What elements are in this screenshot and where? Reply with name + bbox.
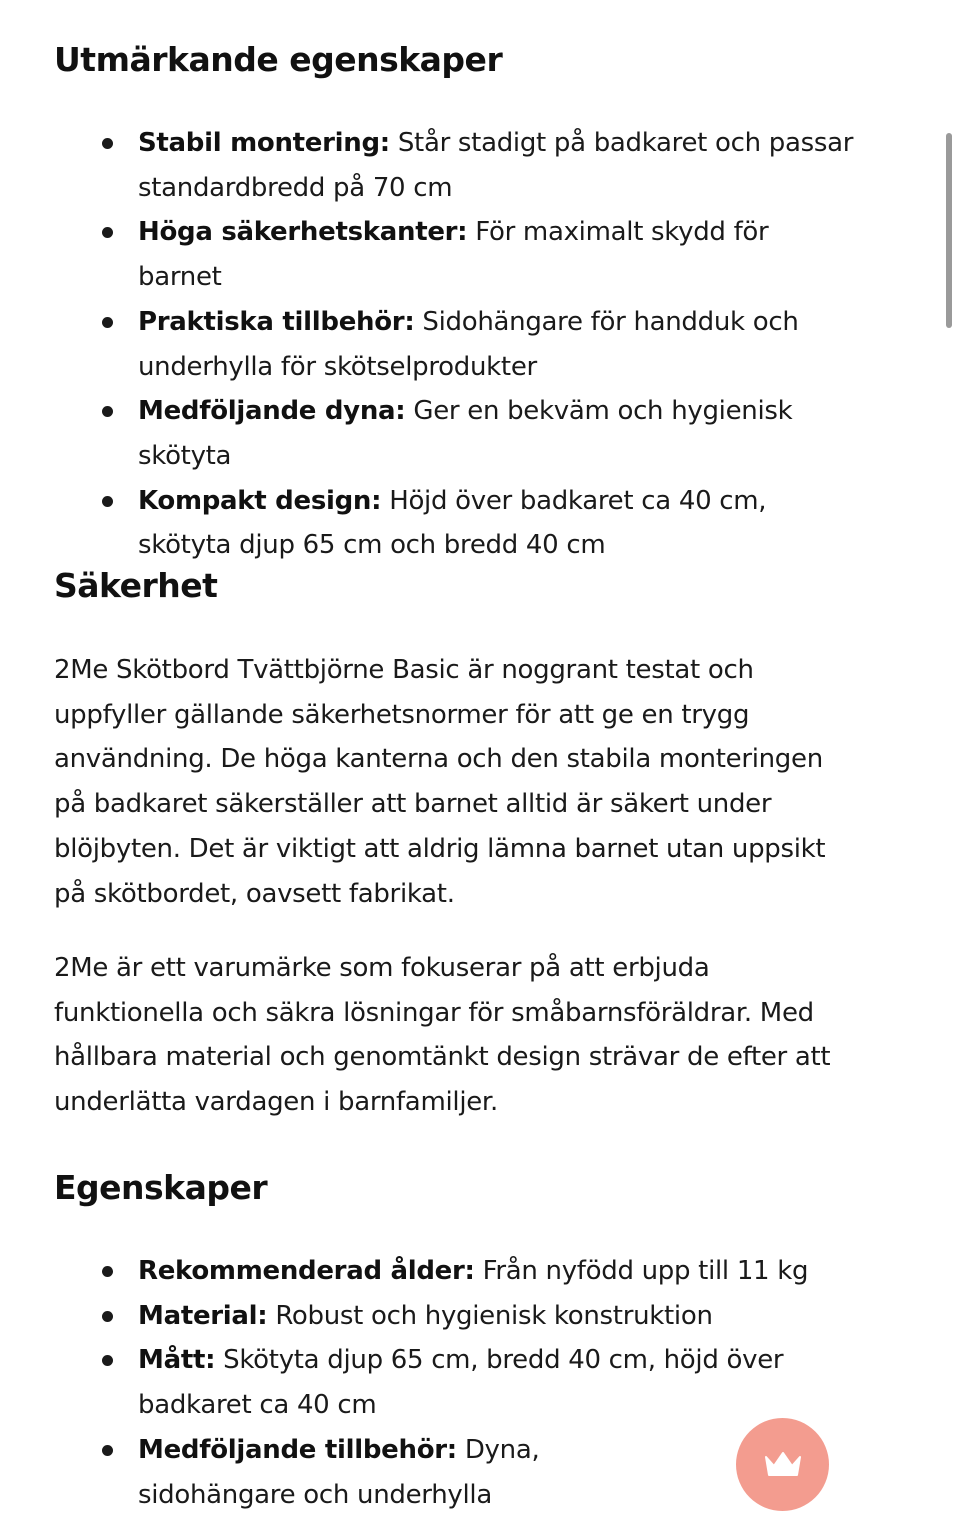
- list-item-label: Mått:: [138, 1345, 216, 1376]
- list-item-label: Medföljande tillbehör:: [138, 1434, 457, 1465]
- crown-button[interactable]: [736, 1418, 829, 1511]
- list-item-text: Står stadigt på badkaret och passar standardbredd på 70 cm: [138, 128, 854, 203]
- list-item-text: Skötyta djup 65 cm, bredd 40 cm, höjd över badkaret ca 40 cm: [138, 1345, 784, 1421]
- list-item: [54, 210, 854, 299]
- brand-paragraph: 2Me är ett varumärke som fokuserar på att erbjuda funktionella och säkra lösningar för småbarnsföräldrar. Med hållbara material och genomtänkt design strävar de efter att underlätta vardagen i barnfamiljer.: [54, 953, 831, 1118]
- list-item-text: För maximalt skydd för barnet: [138, 217, 769, 293]
- crown-icon: [763, 1451, 803, 1479]
- list-item: [54, 479, 854, 568]
- properties-list: [54, 1249, 814, 1517]
- list-item: [54, 1428, 814, 1517]
- list-item-label: Medföljande dyna:: [138, 396, 406, 427]
- list-item-label: Praktiska tillbehör:: [138, 306, 415, 337]
- list-item: [54, 300, 854, 389]
- list-item: [54, 1338, 814, 1427]
- list-item-text: Robust och hygienisk konstruktion: [267, 1300, 713, 1331]
- list-item-label: Rekommenderad ålder:: [138, 1256, 475, 1286]
- list-item-label: Stabil montering:: [138, 128, 390, 158]
- list-item-text: Sidohängare för handduk och underhylla för skötselprodukter: [138, 306, 799, 382]
- list-item-label: Höga säkerhetskanter:: [138, 217, 468, 248]
- section-title-properties: Egenskaper: [54, 1168, 268, 1207]
- section-title-features: Utmärkande egenskaper: [54, 40, 503, 79]
- scrollbar-thumb[interactable]: [946, 133, 952, 328]
- features-list: [54, 121, 854, 568]
- list-item-text: Dyna, sidohängare och underhylla: [138, 1434, 540, 1510]
- list-item: [54, 1294, 814, 1339]
- list-item: [54, 121, 854, 210]
- list-item-text: Ger en bekväm och hygienisk skötyta: [138, 396, 793, 471]
- section-title-safety: Säkerhet: [54, 566, 218, 605]
- list-item-label: Kompakt design:: [138, 485, 382, 516]
- list-item: [54, 389, 854, 478]
- list-item-text: Från nyfödd upp till 11 kg: [474, 1256, 809, 1286]
- list-item: [54, 1249, 814, 1294]
- safety-paragraph: 2Me Skötbord Tvättbjörne Basic är noggrant testat och uppfyller gällande säkerhetsnormer för att ge en trygg användning. De höga kanterna och den stabila monteringen på badkaret säkerställer att barnet alltid är säkert under blöjbyten. Det är viktigt att aldrig lämna barnet utan uppsikt på skötbordet, oavsett fabrikat.: [54, 655, 826, 909]
- list-item-text: Höjd över badkaret ca 40 cm, skötyta djup 65 cm och bredd 40 cm: [138, 485, 767, 561]
- list-item-label: Material:: [138, 1300, 268, 1331]
